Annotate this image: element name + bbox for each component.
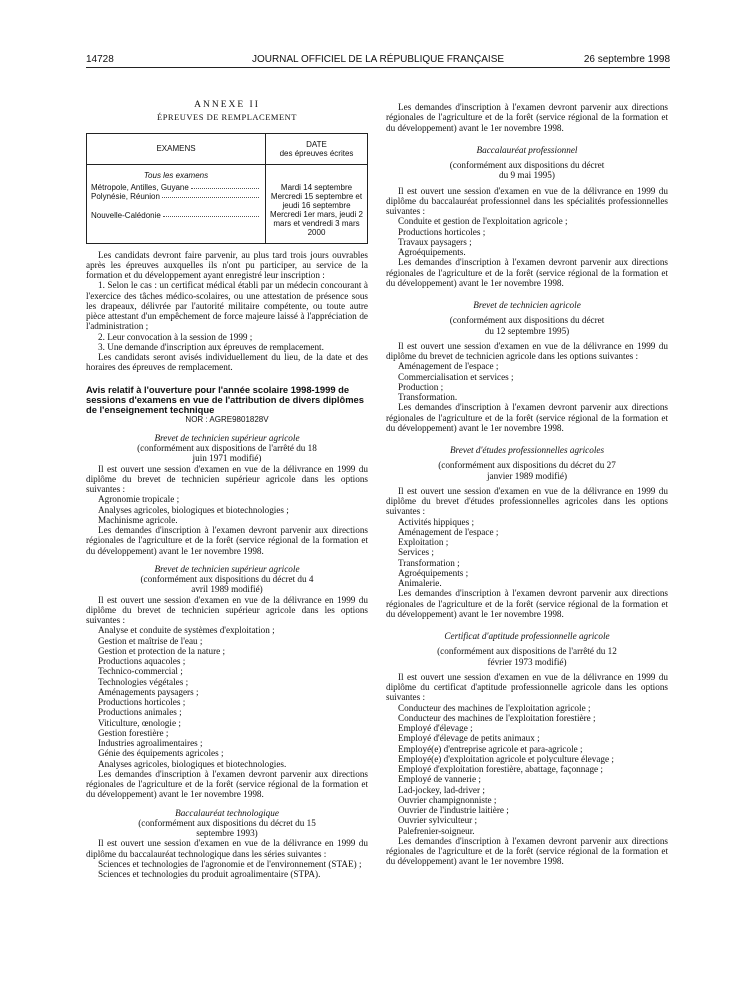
section-heading: Baccalauréat professionnel (476, 144, 578, 155)
list-item: Palefrenier-soigneur. (398, 825, 475, 836)
list-item: Lad-jockey, lad-driver ; (398, 784, 485, 795)
group-label: Tous les examens (143, 170, 209, 180)
section-closing: Les demandes d'inscription à l'examen devront parvenir aux directions régionales de l'agriculture et de la forêt (service régional de la formation et du développement) avant le 1er novembre 1998. (386, 588, 668, 619)
list-item: Agronomie tropicale ; (98, 494, 180, 505)
list-item: Aménagement de l'espace ; (398, 361, 499, 372)
date-header-line1: DATE (306, 139, 327, 149)
exam-dates-table (86, 133, 368, 244)
header-rule (86, 67, 670, 68)
section-intro: Il est ouvert une session d'examen en vue de la délivrance en 1999 du diplôme du certificat d'aptitude professionnelle agricole dans les options suivantes : (386, 671, 668, 703)
list-item: Conduite et gestion de l'exploitation agricole ; (398, 216, 568, 227)
list-item: Activités hippiques ; (398, 516, 475, 527)
list-item: Employé d'exploitation forestière, abattage, façonnage ; (398, 764, 603, 774)
table-row: Métropole, Antilles, Guyane (91, 183, 261, 192)
table-dates-cell (266, 164, 368, 243)
table-date: Mercredi 1er mars, jeudi 2 mars et vendredi 3 mars 2000 (270, 209, 363, 237)
list-item: Industries agroalimentaires ; (98, 738, 203, 748)
section-heading: Brevet de technicien supérieur agricole (154, 563, 300, 574)
list-item: Employé de vannerie ; (398, 774, 481, 785)
avis-title: Avis relatif à l'ouverture pour l'année scolaire 1998-1999 de sessions d'examens en vue de l'attribution de divers diplômes de l'enseignement technique (86, 383, 364, 415)
annexe-paragraph: 2. Leur convocation à la session de 1999 ; (98, 331, 253, 342)
list-item: Conducteur des machines de l'exploitation forestière ; (398, 712, 596, 723)
list-item: Agroéquipements. (398, 247, 466, 257)
list-item: Transformation. (398, 392, 458, 402)
list-item: Génie des équipements agricoles ; (98, 748, 224, 759)
list-item: Ouvrier de l'industrie laitière ; (398, 805, 509, 815)
section-closing: Les demandes d'inscription à l'examen devront parvenir aux directions régionales de l'agriculture et de la forêt (service régional de la formation et du développement) avant le 1er novembre 1998. (386, 402, 668, 433)
list-item: Services ; (398, 547, 434, 558)
list-item: Commercialisation et services ; (398, 371, 514, 382)
journal-title: JOURNAL OFFICIEL DE LA RÉPUBLIQUE FRANÇAISE (251, 54, 505, 65)
options-list (386, 517, 668, 589)
section-intro: Il est ouvert une session d'examen en vue de la délivrance en 1999 du diplôme du baccalauréat professionnel dans les spécialités professionnelles suivantes : (386, 185, 668, 216)
left-column (86, 100, 368, 879)
table-row: Nouvelle-Calédonie (91, 211, 261, 220)
annexe-title: ANNEXE II (194, 100, 260, 110)
section-heading: Brevet de technicien agricole (473, 300, 581, 310)
nor-reference: NOR : AGRE9801828V (185, 414, 269, 424)
section-closing: Les demandes d'inscription à l'examen devront parvenir aux directions régionales de l'agriculture et de la forêt (service régional de la formation et du développement) avant le 1er novembre 1998. (386, 257, 668, 288)
list-item: Gestion et protection de la nature ; (98, 645, 226, 656)
list-item: Travaux paysagers ; (398, 236, 472, 247)
options-list (386, 216, 668, 257)
list-item: Sciences et technologies de l'agronomie et de l'environnement (STAE) ; (98, 858, 362, 869)
list-item: Employé d'élevage de petits animaux ; (398, 733, 540, 744)
list-item: Employé(e) d'entreprise agricole et para-agricole ; (398, 743, 583, 754)
list-item: Transformation ; (398, 557, 460, 568)
section-intro: Il est ouvert une session d'examen en vue de la délivrance en 1999 du diplôme du brevet de technicien supérieur agricole dans les options suivantes : (86, 463, 368, 494)
section-decree: (conformément aux dispositions de l'arrêté du 18 juin 1971 modifié) (137, 443, 317, 464)
section-heading: Brevet de technicien supérieur agricole (154, 432, 300, 443)
annexe-paragraph: 1. Selon le cas : un certificat médical établi par un médecin concourant à l'exercice des tâches médico-scolaires, ou une attestation de présence sous les drapeaux, délivrée par l'autorité militaire compétente, ou toute autre pièce attestant d'un empêchement de force majeure laissé à l'appréciation de l'administration ; (86, 280, 368, 332)
section-decree: (conformément aux dispositions du décret du 27 janvier 1989 modifié) (438, 460, 616, 481)
list-item: Aménagement de l'espace ; (398, 526, 499, 537)
page-header (86, 54, 670, 68)
list-item: Analyses agricoles, biologiques et biotechnologies. (98, 758, 287, 769)
section-heading: Brevet d'études professionnelles agricoles (449, 445, 605, 455)
options-list (386, 703, 668, 836)
list-item: Ouvrier sylviculteur ; (398, 815, 478, 826)
list-item: Sciences et technologies du produit agroalimentaire (STPA). (98, 869, 321, 879)
issue-date: 26 septembre 1998 (583, 54, 670, 65)
continued-closing: Les demandes d'inscription à l'examen devront parvenir aux directions régionales de l'agriculture et de la forêt (service régional de la formation et du développement) avant le 1er novembre 1998. (386, 102, 668, 133)
annexe-paragraph: Les candidats seront avisés individuellement du lieu, de la date et des horaires des épreuves de remplacement. (86, 352, 368, 373)
list-item: Conducteur des machines de l'exploitation agricole ; (398, 702, 591, 713)
section-decree: (conformément aux dispositions du décret du 15 septembre 1993) (138, 817, 316, 838)
section-intro: Il est ouvert une session d'examen en vue de la délivrance en 1999 du diplôme du brevet de technicien supérieur agricole dans les options suivantes : (86, 594, 368, 625)
list-item: Productions horticoles ; (398, 226, 486, 237)
section-heading: Baccalauréat technologique (175, 807, 279, 818)
section-heading: Certificat d'aptitude professionnelle agricole (444, 631, 610, 641)
list-item: Productions animales ; (98, 707, 182, 718)
section-decree: (conformément aux dispositions du décret du 4 avril 1989 modifié) (140, 574, 314, 595)
list-item: Agroéquipements ; (398, 567, 469, 578)
section-decree: (conformément aux dispositions du décret du 9 mai 1995) (449, 160, 605, 181)
section-closing: Les demandes d'inscription à l'examen devront parvenir aux directions régionales de l'agriculture et de la forêt (service régional de la formation et du développement) avant le 1er novembre 1998. (386, 835, 668, 867)
date-header-line2: des épreuves écrites (279, 148, 354, 158)
section-intro: Il est ouvert une session d'examen en vue de la délivrance en 1999 du diplôme du baccalauréat technologique dans les séries suivantes : (86, 838, 368, 859)
list-item: Analyses agricoles, biologiques et biotechnologies ; (98, 504, 289, 515)
list-item: Gestion forestière ; (98, 727, 169, 738)
list-item: Aménagements paysagers ; (98, 686, 199, 697)
options-list (86, 625, 368, 769)
section-decree: (conformément aux dispositions du décret du 12 septembre 1995) (449, 315, 605, 336)
table-header-date (266, 133, 368, 164)
annexe-subtitle: ÉPREUVES DE REMPLACEMENT (157, 112, 297, 123)
list-item: Animalerie. (398, 578, 442, 588)
table-date: Mardi 14 septembre (280, 182, 353, 192)
section-closing: Les demandes d'inscription à l'examen devront parvenir aux directions régionales de l'agriculture et de la forêt (service régional de la formation et du développement) avant le 1er novembre 1998. (86, 768, 368, 800)
list-item: Productions horticoles ; (98, 697, 186, 707)
section-closing: Les demandes d'inscription à l'examen devront parvenir aux directions régionales de l'agriculture et de la forêt (service régional de la formation et du développement) avant le 1er novembre 1998. (86, 525, 368, 556)
table-places-cell (87, 164, 266, 243)
options-list (386, 361, 668, 402)
list-item: Production ; (398, 381, 444, 392)
list-item: Ouvrier champignonniste ; (398, 794, 497, 805)
list-item: Viticulture, œnologie ; (98, 717, 181, 728)
section-intro: Il est ouvert une session d'examen en vue de la délivrance en 1999 du diplôme du brevet d'études professionnelles agricoles dans les options suivantes : (386, 485, 668, 517)
page-number: 14728 (86, 54, 114, 65)
list-item: Productions aquacoles ; (98, 656, 186, 666)
annexe-paragraph: 3. Une demande d'inscription aux épreuves de remplacement. (98, 341, 324, 352)
list-item: Machinisme agricole. (98, 514, 178, 525)
list-item: Technico-commercial ; (98, 666, 183, 677)
list-item: Exploitation ; (398, 537, 449, 547)
table-row: Polynésie, Réunion (91, 192, 261, 201)
options-list (86, 494, 368, 525)
section-intro: Il est ouvert une session d'examen en vue de la délivrance en 1999 du diplôme du brevet de technicien agricole dans les options suivantes : (386, 340, 668, 361)
list-item: Gestion et maîtrise de l'eau ; (98, 635, 203, 646)
table-header-examens: EXAMENS (87, 133, 266, 164)
list-item: Technologies végétales ; (98, 676, 189, 687)
annexe-paragraph: Les candidats devront faire parvenir, au plus tard trois jours ouvrables après les épreuves auxquelles ils n'ont pu participer, au service de la formation et du développement ayant enregistré leur inscription : (86, 249, 368, 280)
list-item: Employé(e) d'exploitation agricole et polyculture élevage ; (398, 753, 614, 764)
table-date: Mercredi 15 septembre et jeudi 16 septembre (270, 191, 363, 210)
right-column (386, 102, 668, 867)
list-item: Analyse et conduite de systèmes d'exploitation ; (98, 625, 275, 636)
list-item: Employé d'élevage ; (398, 723, 473, 733)
section-decree: (conformément aux dispositions de l'arrêté du 12 février 1973 modifié) (437, 646, 617, 667)
